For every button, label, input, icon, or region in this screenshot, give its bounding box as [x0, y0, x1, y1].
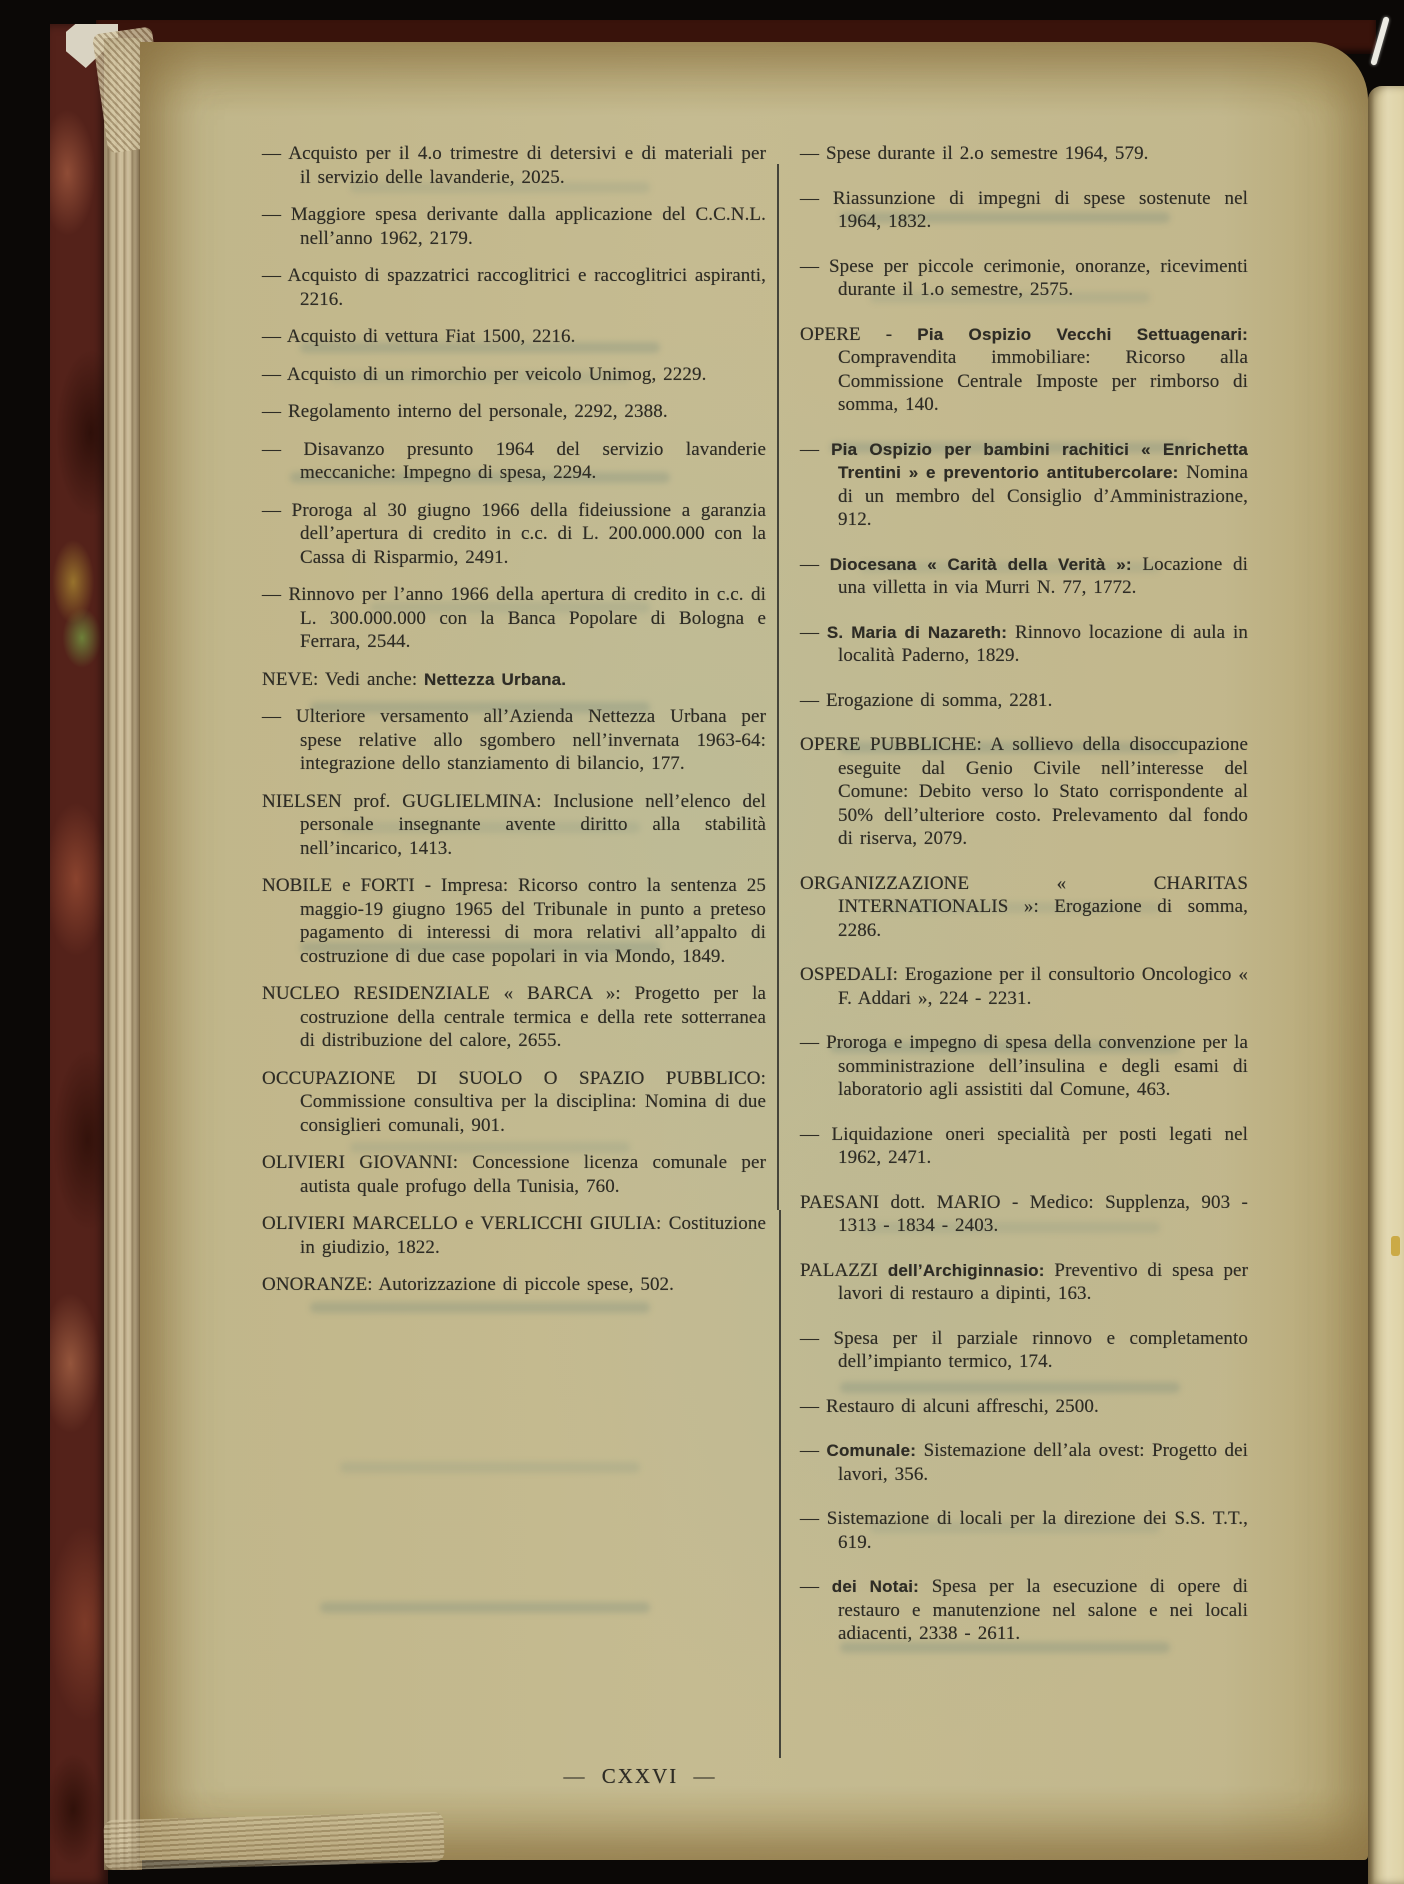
entry-text: ORGANIZZAZIONE « CHARITAS INTERNATIONALIS »: Erogazione di somma, 2286.: [800, 872, 1248, 941]
entry-text: — Proroga al 30 giugno 1966 della fideiussione a garanzia dell’apertura di credito in c.c. di L. 200.000.000 con la Cassa di Risparmio, 2491.: [262, 499, 766, 568]
index-entry: [262, 363, 766, 387]
entry-text: —: [800, 553, 830, 575]
entry-text: — Maggiore spesa derivante dalla applicazione del C.C.N.L. nell’anno 1962, 2179.: [262, 204, 766, 249]
entry-text: —: [800, 438, 832, 460]
entry-text: OLIVIERI MARCELLO e VERLICCHI GIULIA: Costituzione in giudizio, 1822.: [262, 1213, 766, 1258]
column-divider: [779, 1210, 781, 1758]
index-entry: [800, 1395, 1248, 1419]
entry-text: Nomina di un membro del Consiglio d’Amministrazione, 912.: [838, 462, 1248, 530]
index-entry: [262, 874, 766, 968]
entry-keyword: dei Notai:: [831, 1577, 932, 1596]
entry-text: OPERE PUBBLICHE: A sollievo della disoccupazione eseguite dal Genio Civile nell’interesse del Comune: Debito verso lo Stato corrispondente al 50% dell’ulteriore costo. Prelevamento dal fondo di riserva, 2079.: [800, 734, 1248, 849]
index-entry: [262, 1151, 766, 1198]
index-entry: [262, 982, 766, 1053]
book-page: [140, 42, 1368, 1860]
entry-text: — Spesa per il parziale rinnovo e completamento dell’impianto termico, 174.: [800, 1327, 1248, 1372]
entry-text: — Proroga e impegno di spesa della convenzione per la somministrazione dell’insulina e degli esami di laboratorio agli assistiti dal Comune, 463.: [800, 1032, 1248, 1100]
index-entry: [800, 255, 1248, 302]
index-entry: [800, 142, 1248, 166]
entry-text: — Erogazione di somma, 2281.: [800, 689, 1053, 711]
entry-text: — Ulteriore versamento all’Azienda Nettezza Urbana per spese relative allo sgombero nell’invernata 1963-64: integrazione dello stanziamento di bilancio, 177.: [262, 706, 766, 774]
index-entry: [262, 1067, 766, 1138]
index-entry: [262, 790, 766, 861]
entry-text: —: [800, 1576, 832, 1597]
entry-keyword: Nettezza Urbana.: [424, 669, 567, 689]
entry-text: ONORANZE: Autorizzazione di piccole spese, 502.: [262, 1274, 675, 1295]
entry-text: — Acquisto di vettura Fiat 1500, 2216.: [262, 326, 576, 347]
index-entry: [262, 1273, 766, 1297]
entry-text: PAESANI dott. MARIO - Medico: Supplenza, 903 - 1313 - 1834 - 2403.: [800, 1191, 1248, 1236]
entry-text: — Spese durante il 2.o semestre 1964, 579.: [800, 143, 1149, 164]
index-entry: [800, 1123, 1248, 1170]
entry-text: — Disavanzo presunto 1964 del servizio lavanderie meccaniche: Impegno di spesa, 2294.: [262, 438, 766, 483]
index-entry: [800, 1439, 1248, 1486]
entry-text: NIELSEN prof. GUGLIELMINA: Inclusione nell’elenco del personale insegnante avente diritto alla stabilità nell’incarico, 1413.: [262, 790, 766, 859]
index-entry: [800, 733, 1248, 851]
entry-text: — Acquisto di spazzatrici raccoglitrici e raccoglitrici aspiranti, 2216.: [262, 265, 766, 310]
entry-text: — Restauro di alcuni affreschi, 2500.: [800, 1395, 1099, 1417]
entry-text: —: [800, 1440, 827, 1461]
next-page-edge: [1368, 86, 1404, 1884]
index-entry: [800, 1507, 1248, 1554]
entry-text: — Spese per piccole cerimonie, onoranze, ricevimenti durante il 1.o semestre, 2575.: [800, 255, 1248, 300]
entry-text: Rinnovo locazione di aula in località Paderno, 1829.: [838, 621, 1248, 666]
index-entry: [262, 583, 766, 654]
column-divider: [777, 164, 779, 1210]
entry-text: Locazione di una villetta in via Murri N. 77, 1772.: [838, 553, 1248, 598]
index-right-column: [800, 142, 1248, 1667]
marbled-cover-spine: [50, 24, 108, 1884]
entry-text: —: [800, 621, 827, 643]
page-edge-stack-bottom: [103, 1812, 444, 1870]
entry-text: OPERE -: [800, 323, 918, 345]
entry-keyword: Diocesana « Carità della Verità »:: [829, 554, 1143, 574]
index-entry: [262, 203, 766, 250]
entry-text: Spesa per la esecuzione di opere di restauro e manutenzione nel salone e nei locali adiacenti, 2338 - 2611.: [838, 1576, 1249, 1644]
entry-keyword: Comunale:: [826, 1441, 924, 1460]
entry-text: — Sistemazione di locali per la direzione dei S.S. T.T., 619.: [800, 1508, 1248, 1553]
index-entry: [262, 400, 766, 424]
index-entry: [800, 323, 1248, 417]
entry-keyword: Pia Ospizio per bambini rachitici « Enrichetta Trentini » e preventorio antitubercolare:: [831, 439, 1248, 482]
entry-text: Preventivo di spesa per lavori di restauro a dipinti, 163.: [838, 1259, 1248, 1304]
entry-text: OSPEDALI: Erogazione per il consultorio Oncologico « F. Addari », 224 - 2231.: [800, 964, 1248, 1009]
index-entry: [262, 705, 766, 776]
page-edge-stack: [104, 38, 142, 1870]
index-entry: [262, 438, 766, 485]
index-entry: [800, 1327, 1248, 1374]
index-entry: [800, 689, 1248, 713]
edge-speck: [1391, 1236, 1400, 1256]
entry-text: OLIVIERI GIOVANNI: Concessione licenza comunale per autista quale profugo della Tunisia, 760.: [262, 1152, 766, 1197]
entry-text: — Acquisto di un rimorchio per veicolo Unimog, 2229.: [262, 363, 707, 385]
index-entry: [262, 1212, 766, 1259]
index-entry: [262, 668, 766, 692]
index-entry: [800, 872, 1248, 943]
index-entry: [800, 1259, 1248, 1306]
entry-text: OCCUPAZIONE DI SUOLO O SPAZIO PUBBLICO: Commissione consultiva per la disciplina: Nomina di due consiglieri comunali, 901.: [262, 1067, 766, 1136]
index-left-column: [262, 142, 766, 1311]
entry-text: — Liquidazione oneri specialità per posti legati nel 1962, 2471.: [800, 1123, 1248, 1168]
entry-text: PALAZZI: [800, 1259, 888, 1281]
index-entry: [800, 553, 1248, 600]
index-entry: [800, 963, 1248, 1010]
entry-text: — Rinnovo per l’anno 1966 della apertura di credito in c.c. di L. 300.000.000 con la Banca Popolare di Bologna e Ferrara, 2544.: [262, 584, 766, 652]
index-entry: [262, 264, 766, 311]
entry-text: — Acquisto per il 4.o trimestre di detersivi e di materiali per il servizio delle lavanderie, 2025.: [262, 143, 766, 188]
entry-text: Compravendita immobiliare: Ricorso alla Commissione Centrale Imposte per rimborso di somma, 140.: [838, 347, 1248, 415]
entry-keyword: Pia Ospizio Vecchi Settuagenari:: [917, 324, 1248, 344]
index-entry: [800, 187, 1248, 234]
index-entry: [800, 1575, 1248, 1646]
entry-text: Sistemazione dell’ala ovest: Progetto dei lavori, 356.: [838, 1440, 1249, 1485]
page-number: — CXXVI —: [563, 1764, 717, 1788]
index-entry: [262, 325, 766, 349]
index-entry: [800, 1191, 1248, 1238]
entry-text: — Regolamento interno del personale, 2292, 2388.: [262, 401, 668, 422]
index-entry: [800, 621, 1248, 668]
entry-text: — Riassunzione di impegni di spese sostenute nel 1964, 1832.: [800, 187, 1248, 232]
entry-text: NEVE: Vedi anche:: [262, 668, 425, 690]
index-entry: [800, 438, 1248, 532]
index-entry: [262, 499, 766, 570]
entry-text: NUCLEO RESIDENZIALE « BARCA »: Progetto per la costruzione della centrale termica e della rete sotterranea di distribuzione del calore, 2655.: [262, 983, 766, 1051]
entry-keyword: S. Maria di Nazareth:: [826, 622, 1015, 642]
index-entry: [262, 142, 766, 189]
entry-text: NOBILE e FORTI - Impresa: Ricorso contro la sentenza 25 maggio-19 giugno 1965 del Tribunale in punto a preteso pagamento di interessi di mora relativi all’appalto di costruzione di due case popolari in via Mondo, 1849.: [262, 875, 766, 967]
index-entry: [800, 1031, 1248, 1102]
entry-keyword: dell’Archiginnasio:: [887, 1260, 1055, 1280]
